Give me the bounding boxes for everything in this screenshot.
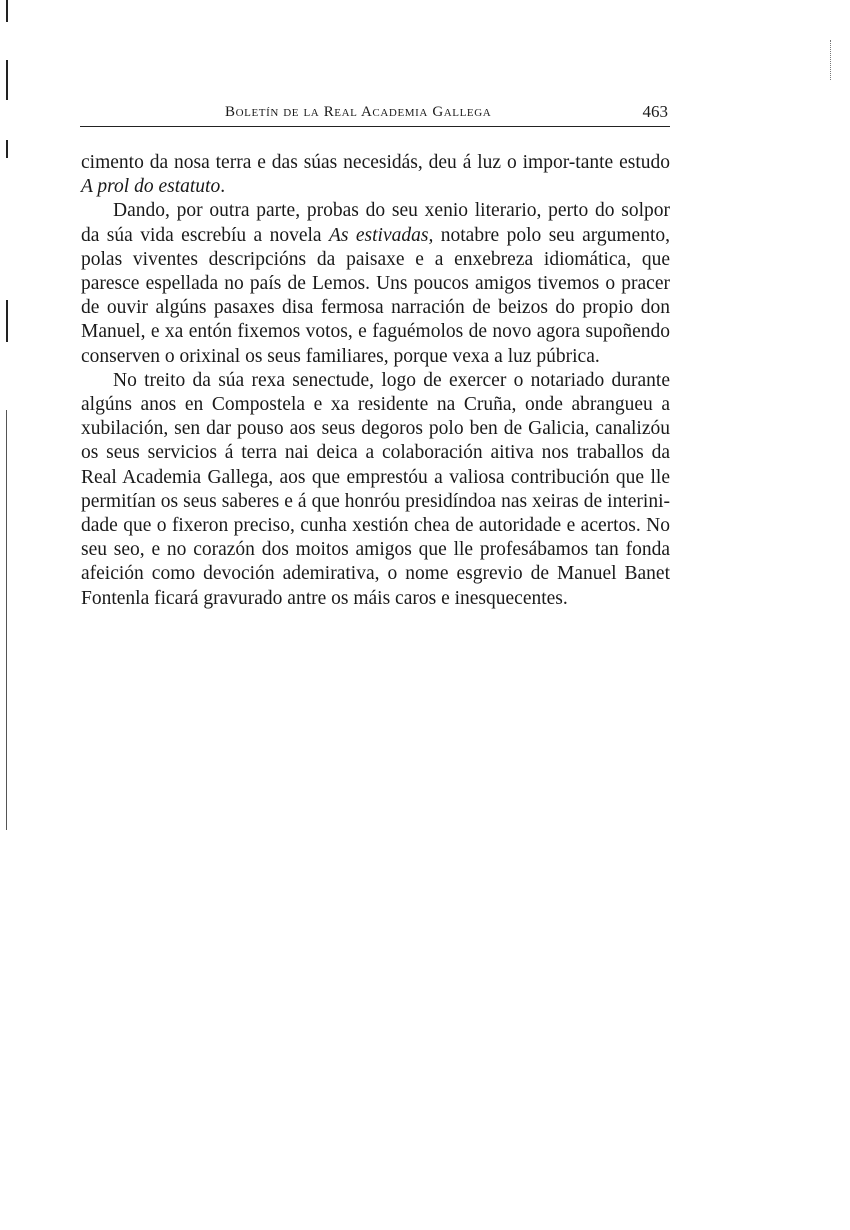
paragraph-2: [81, 199, 670, 368]
paragraph-2-italic-title: As estivadas,: [328, 224, 434, 246]
running-head: [80, 100, 670, 127]
paragraph-1-text: cimento da nosa terra e das súas necesidás, deu á luz o impor-tante estudo: [81, 152, 670, 173]
scan-margin-mark: [6, 410, 7, 830]
paragraph-1-italic-title: A prol do estatuto: [81, 176, 221, 198]
scan-margin-mark: [6, 0, 8, 22]
scan-dots: [830, 40, 832, 80]
paragraph-1-text-end: .: [220, 176, 226, 198]
paragraph-3: No treito da súa rexa senectude, logo de exercer o notariado durante algúns anos en Compostela e xa residente na Cruña, onde abrangueu a xubilación, sen dar pouso aos seus degoros polo ben de Galicia, canalizóu os seus servicios á terra nai deica a colaboración aitiva nos traballos da Real Academia Gallega, aos que emprestóu a valiosa contribución que lle permitían os seus saberes e á que honróu presidíndoa nas xeiras de interini-dade que o fixeron preciso, cunha xestión chea de autoridade e acertos. No seu seo, e no corazón dos moitos amigos que lle profesábamos tan fonda afeición como devoción ademirativa, o nome esgrevio de Manuel Banet Fontenla ficará gravurado antre os máis caros e inesquecentes.: [81, 369, 670, 609]
paragraph-2-text: Dando, por outra parte, probas do seu xenio literario, perto do solpor da súa vida escrebíu a novela: [81, 200, 670, 246]
paragraph-2-text-end: notabre polo seu argumento, polas viventes descripcións da paisaxe e a enxebreza idiomática, que paresce espellada no país de Lemos. Uns poucos amigos tivemos o pracer de ouvir algúns pasaxes disa fermosa narración de beizos do propio don Manuel, e xa entón fixemos votos, e faguémolos de novo agora supoñendo conserven o orixinal os seus familiares, porque vexa a luz púbrica.: [81, 224, 670, 367]
scan-margin-mark: [6, 300, 8, 342]
paragraph-1: [81, 151, 670, 199]
running-head-title: Boletín de la Real Academia Gallega: [225, 104, 492, 120]
page-number: 463: [642, 102, 668, 121]
scan-margin-mark: [6, 60, 8, 100]
body-text: [81, 151, 670, 611]
scan-margin-mark: [6, 140, 8, 158]
